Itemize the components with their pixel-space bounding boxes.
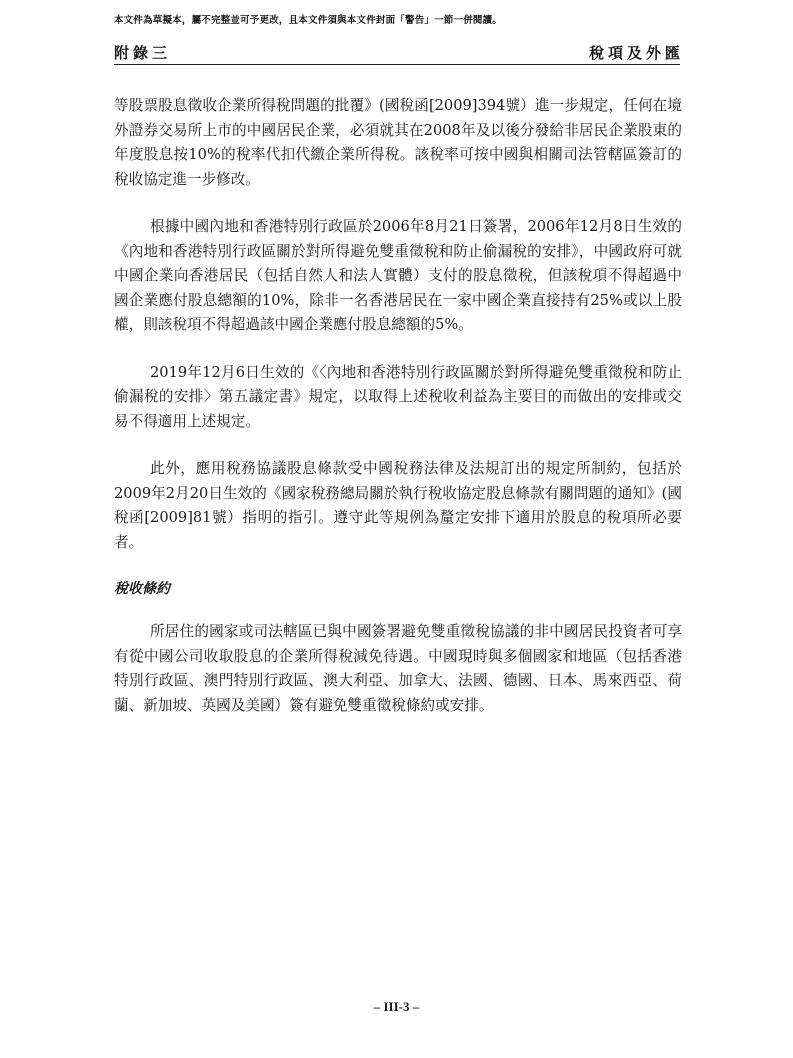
- appendix-label: 附錄三: [114, 44, 172, 62]
- main-content: [114, 94, 682, 741]
- page-number: – III-3 –: [373, 999, 420, 1014]
- paragraph-fifth-protocol: 2019年12月6日生效的《〈內地和香港特別行政區關於對所得避免雙重徵稅和防止偷漏稅的安排〉第五議定書》規定，以取得上述稅收利益為主要目的而做出的安排或交易不得適用上述規定。: [114, 363, 682, 430]
- page-header: [114, 40, 684, 65]
- paragraph-continuation: 等股票股息徵收企業所得稅問題的批覆》(國稅函[2009]394號）進一步規定，任何在境外證券交易所上市的中國居民企業，必須就其在2008年及以後分發給非居民企業股東的年度股息按10%的稅率代扣代繳企業所得稅。該稅率可按中國與相關司法管轄區簽訂的稅收協定進一步修改。: [114, 97, 682, 188]
- paragraph-treaty-dividend-rules: 此外，應用稅務協議股息條款受中國稅務法律及法規訂出的規定所制約，包括於2009年2月20日生效的《國家稅務總局關於執行稅收協定股息條款有關問題的通知》(國稅函[2009]81號）指明的指引。遵守此等規例為釐定安排下適用於股息的稅項所必要者。: [114, 460, 682, 551]
- section-heading: 稅項及外匯: [588, 44, 684, 62]
- draft-notice: 本文件為草擬本，屬不完整並可予更改，且本文件須與本文件封面「警告」一節一併閱讀。: [114, 15, 503, 26]
- paragraph-hk-arrangement: 根據中國內地和香港特別行政區於2006年8月21日簽署，2006年12月8日生效的《內地和香港特別行政區關於對所得避免雙重徵稅和防止偷漏稅的安排》，中國政府可就中國企業向香港居民（包括自然人和法人實體）支付的股息徵稅，但該稅項不得超過中國企業應付股息總額的10%，除非一名香港居民在一家中國企業直接持有25%或以上股權，則該稅項不得超過該中國企業應付股息總額的5%。: [114, 218, 682, 333]
- paragraph-tax-treaties: 所居住的國家或司法轄區已與中國簽署避免雙重徵稅協議的非中國居民投資者可享有從中國公司收取股息的企業所得稅減免待遇。中國現時與多個國家和地區（包括香港特別行政區、澳門特別行政區、澳大利亞、加拿大、法國、德國、日本、馬來西亞、荷蘭、新加坡、英國及美國）簽有避免雙重徵稅條約或安排。: [114, 623, 682, 714]
- section-title-tax-treaties: 稅收條約: [114, 581, 170, 597]
